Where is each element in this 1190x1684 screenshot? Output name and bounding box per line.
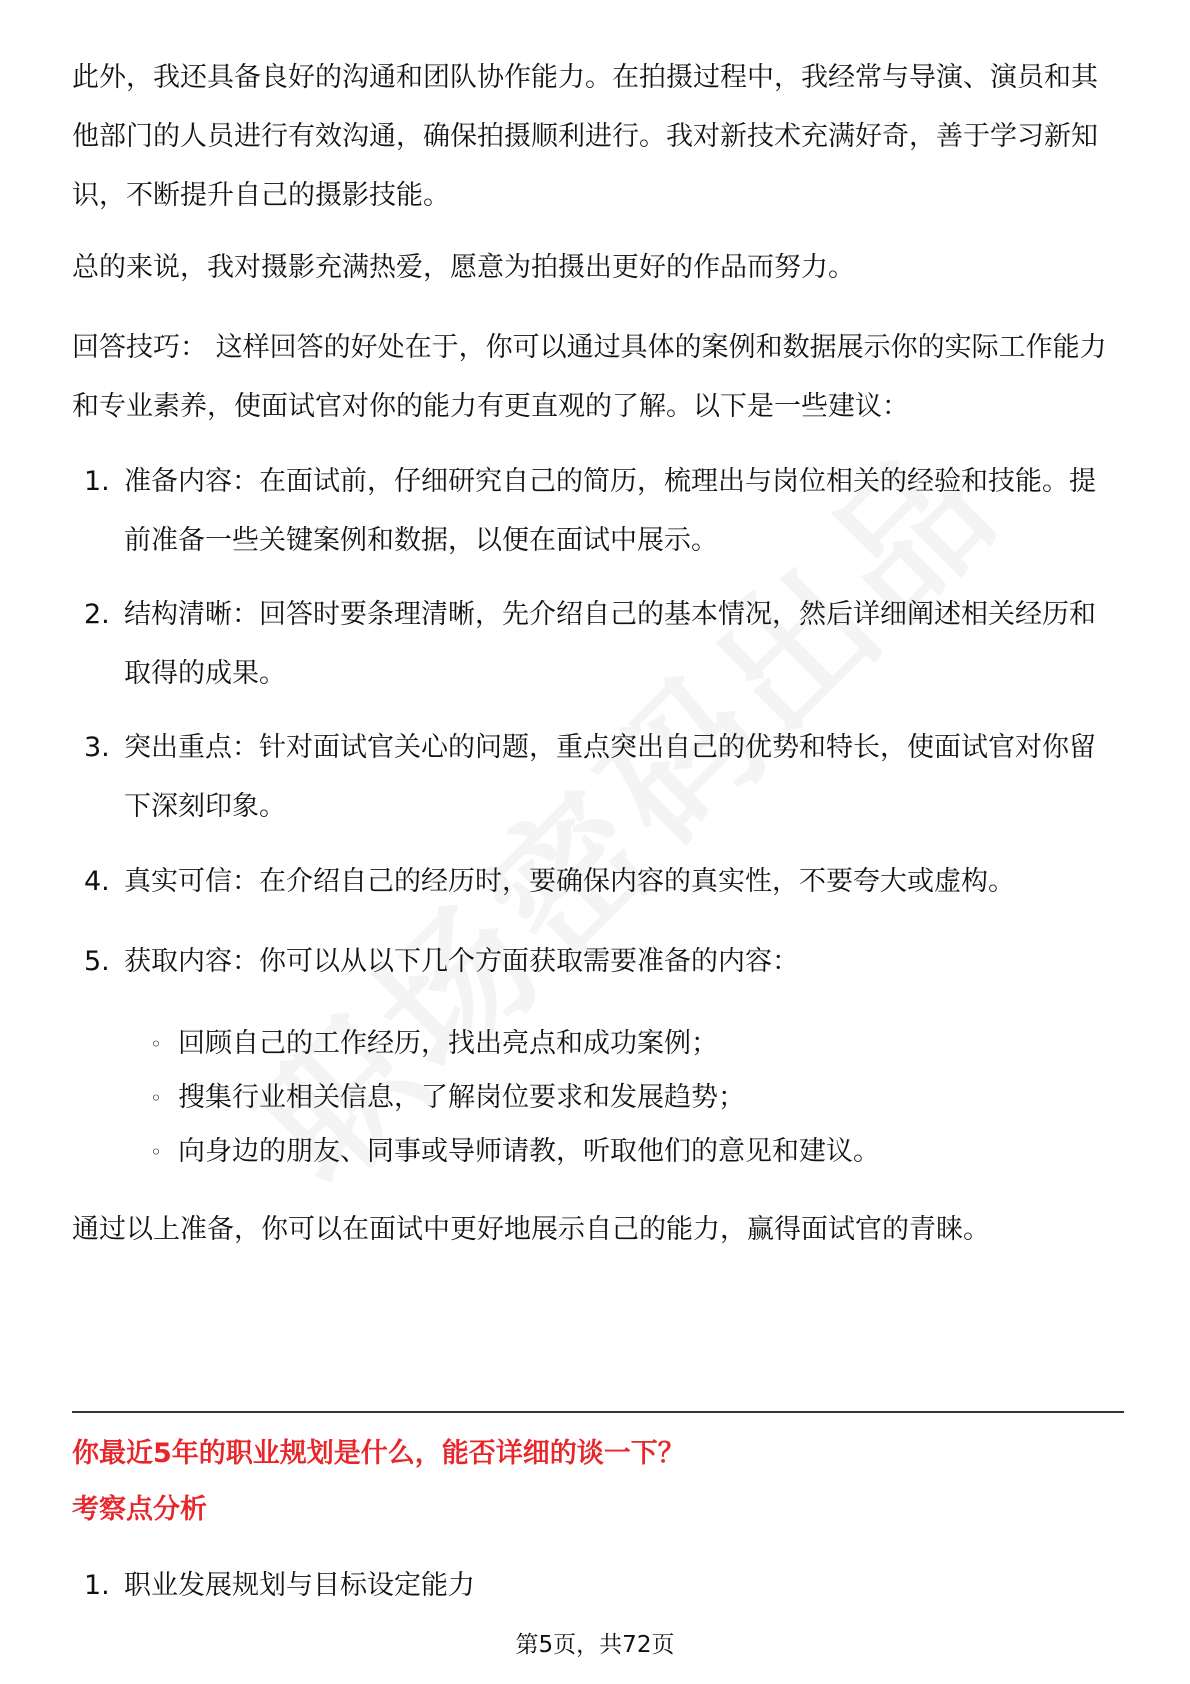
sub-list-item [150,1124,1110,1180]
sub-list-item [150,1070,1110,1126]
paragraph-teamwork: 此外，我还具备良好的沟通和团队协作能力。在拍摄过程中，我经常与导演、演员和其他部门的人员进行有效沟通，确保拍摄顺利进行。我对新技术充满好奇，善于学习新知识，不断提升自己的摄影技能。 [72,62,1098,211]
list-number: 4. [84,866,110,897]
circle-bullet-icon: ◦ [150,1086,162,1110]
sub-list-item [150,1016,1110,1072]
list-item [72,452,1122,570]
list-text: 获取内容：你可以从以下几个方面获取需要准备的内容： [124,946,799,977]
circle-bullet-icon: ◦ [150,1032,162,1056]
list-text: 职业发展规划与目标设定能力 [124,1570,475,1601]
sub-list-text: 向身边的朋友、同事或导师请教，听取他们的意见和建议。 [178,1136,880,1167]
paragraph-answer-tips: 回答技巧： 这样回答的好处在于，你可以通过具体的案例和数据展示你的实际工作能力和专业素养，使面试官对你的能力有更直观的了解。以下是一些建议： [72,332,1107,422]
list-text: 突出重点：针对面试官关心的问题，重点突出自己的优势和特长，使面试官对你留下深刻印象。 [124,732,1096,822]
page-footer: 第5页，共72页 [515,1632,675,1658]
section-divider [72,1411,1124,1413]
list-text: 结构清晰：回答时要条理清晰，先介绍自己的基本情况，然后详细阐述相关经历和取得的成果。 [124,599,1096,689]
list-number: 5. [84,946,110,977]
list-item [72,852,1122,911]
sub-list-text: 回顾自己的工作经历，找出亮点和成功案例； [178,1028,718,1059]
list-item [72,585,1122,703]
list-text: 真实可信：在介绍自己的经历时，要确保内容的真实性，不要夸大或虚构。 [124,866,1015,897]
paragraph-summary: 总的来说，我对摄影充满热爱，愿意为拍摄出更好的作品而努力。 [72,252,855,283]
list-number: 2. [84,599,110,630]
analysis-heading: 考察点分析 [72,1494,207,1525]
list-number: 1. [84,466,110,497]
list-text: 准备内容：在面试前，仔细研究自己的简历，梳理出与岗位相关的经验和技能。提前准备一些关键案例和数据，以便在面试中展示。 [124,466,1096,556]
list-item [72,718,1122,836]
paragraph-conclusion: 通过以上准备，你可以在面试中更好地展示自己的能力，赢得面试官的青睐。 [72,1214,990,1245]
question-title: 你最近5年的职业规划是什么，能否详细的谈一下？ [72,1438,685,1469]
list-item [72,932,1122,991]
list-item [72,1556,1122,1615]
list-number: 3. [84,732,110,763]
circle-bullet-icon: ◦ [150,1140,162,1164]
list-number: 1. [84,1570,110,1601]
sub-list-text: 搜集行业相关信息，了解岗位要求和发展趋势； [178,1082,745,1113]
